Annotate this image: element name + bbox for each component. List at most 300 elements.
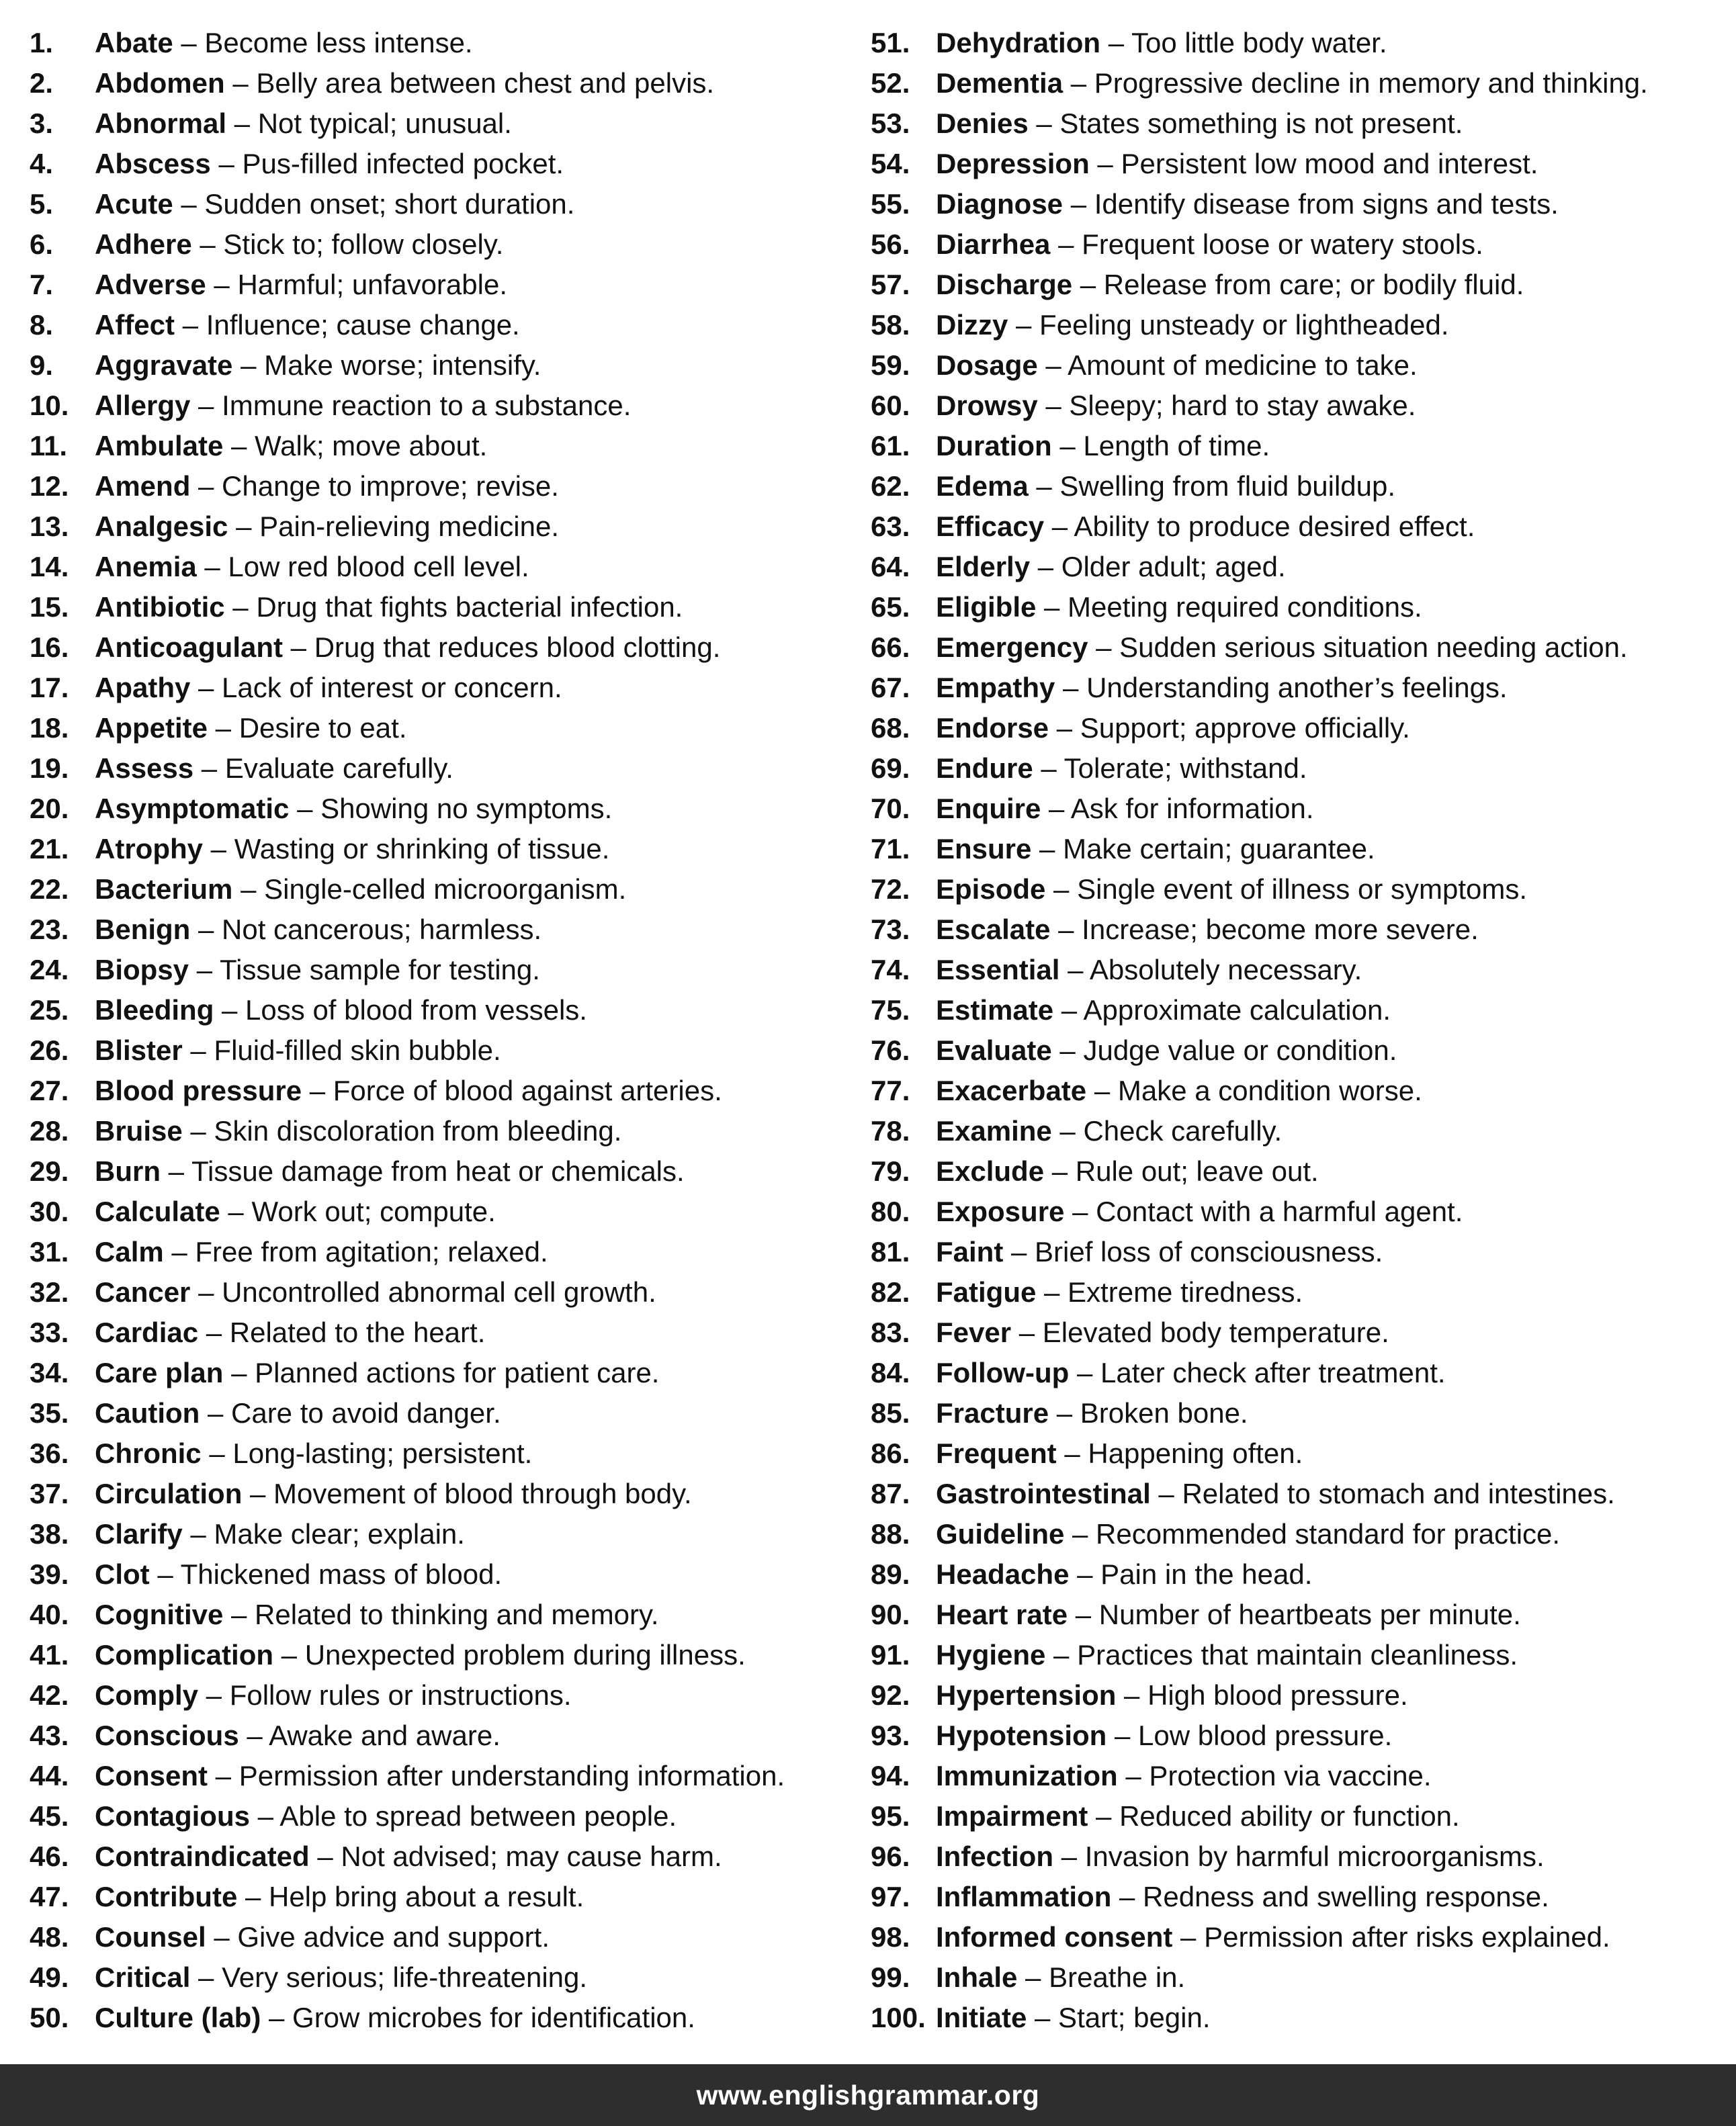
entry-term: Heart rate — [936, 1599, 1068, 1630]
entry-definition: – Not cancerous; harmless. — [190, 914, 542, 945]
entry-term: Immunization — [936, 1760, 1118, 1791]
entry-number: 34. — [30, 1357, 69, 1388]
vocab-entry — [871, 1514, 1731, 1554]
vocab-entry — [871, 1030, 1731, 1071]
entry-definition: – Support; approve officially. — [1049, 712, 1410, 744]
entry-definition: – Breathe in. — [1017, 1961, 1186, 1993]
entry-number: 62. — [871, 470, 910, 502]
entry-definition: – Broken bone. — [1049, 1397, 1248, 1429]
vocab-entry — [30, 1232, 856, 1272]
entry-number: 47. — [30, 1881, 69, 1912]
entry-number: 1. — [30, 27, 54, 58]
entry-definition: – Low blood pressure. — [1106, 1720, 1393, 1751]
entry-term: Apathy — [95, 672, 191, 703]
entry-term: Contraindicated — [95, 1841, 310, 1872]
entry-number: 90. — [871, 1599, 910, 1630]
entry-number: 15. — [30, 591, 69, 623]
vocab-entry — [871, 63, 1731, 103]
entry-term: Circulation — [95, 1478, 243, 1509]
entry-number: 6. — [30, 228, 54, 260]
entry-definition: – Older adult; aged. — [1030, 551, 1286, 582]
entry-definition: – Single event of illness or symptoms. — [1045, 873, 1528, 905]
vocab-entry — [871, 1836, 1731, 1877]
entry-number: 79. — [871, 1155, 910, 1187]
entry-number: 27. — [30, 1075, 69, 1106]
entry-number: 63. — [871, 511, 910, 542]
entry-term: Episode — [936, 873, 1046, 905]
vocab-entry — [871, 103, 1731, 144]
entry-number: 73. — [871, 914, 910, 945]
entry-number: 24. — [30, 954, 69, 985]
entry-number: 20. — [30, 793, 69, 824]
entry-definition: – Contact with a harmful agent. — [1064, 1196, 1463, 1227]
entry-term: Inflammation — [936, 1881, 1112, 1912]
entry-term: Dehydration — [936, 27, 1101, 58]
entry-definition: – Invasion by harmful microorganisms. — [1053, 1841, 1545, 1872]
entry-number: 3. — [30, 107, 54, 139]
entry-number: 10. — [30, 390, 69, 421]
vocab-entry — [871, 829, 1731, 869]
entry-definition: – Release from care; or bodily fluid. — [1072, 269, 1524, 300]
entry-number: 49. — [30, 1961, 69, 1993]
entry-term: Headache — [936, 1558, 1070, 1590]
vocab-entry — [30, 1030, 856, 1071]
vocab-entry — [30, 627, 856, 668]
entry-term: Abscess — [95, 148, 211, 179]
entry-number: 28. — [30, 1115, 69, 1147]
entry-definition: – Check carefully. — [1051, 1115, 1283, 1147]
entry-term: Counsel — [95, 1921, 206, 1953]
vocab-entry — [30, 990, 856, 1030]
vocab-entry — [871, 950, 1731, 990]
entry-definition: – Desire to eat. — [208, 712, 407, 744]
entry-term: Consent — [95, 1760, 208, 1791]
vocab-entry — [30, 1111, 856, 1151]
entry-number: 39. — [30, 1558, 69, 1590]
vocab-entry — [30, 789, 856, 829]
entry-term: Faint — [936, 1236, 1004, 1268]
entry-term: Analgesic — [95, 511, 228, 542]
vocab-entry — [871, 1635, 1731, 1675]
entry-definition: – Redness and swelling response. — [1111, 1881, 1549, 1912]
vocabulary-column-right — [871, 23, 1731, 2038]
entry-number: 93. — [871, 1720, 910, 1751]
entry-number: 86. — [871, 1437, 910, 1469]
entry-number: 65. — [871, 591, 910, 623]
vocab-entry — [871, 305, 1731, 345]
vocab-entry — [871, 386, 1731, 426]
vocab-entry — [30, 708, 856, 748]
entry-definition: – Showing no symptoms. — [289, 793, 613, 824]
entry-definition: – Sleepy; hard to stay awake. — [1037, 390, 1416, 421]
entry-term: Asymptomatic — [95, 793, 290, 824]
vocab-entry — [871, 1353, 1731, 1393]
entry-definition: – Influence; cause change. — [175, 309, 520, 341]
entry-definition: – Start; begin. — [1027, 2002, 1211, 2033]
entry-number: 72. — [871, 873, 910, 905]
entry-number: 76. — [871, 1034, 910, 1066]
vocab-entry — [30, 265, 856, 305]
vocab-entry — [871, 224, 1731, 265]
entry-term: Fever — [936, 1317, 1012, 1348]
entry-definition: – Tolerate; withstand. — [1033, 752, 1307, 784]
entry-term: Denies — [936, 107, 1029, 139]
entry-number: 7. — [30, 269, 54, 300]
entry-number: 14. — [30, 551, 69, 582]
entry-term: Exclude — [936, 1155, 1045, 1187]
entry-definition: – High blood pressure. — [1116, 1679, 1408, 1711]
entry-number: 68. — [871, 712, 910, 744]
entry-definition: – Wasting or shrinking of tissue. — [203, 833, 610, 865]
entry-term: Adhere — [95, 228, 192, 260]
vocab-entry — [871, 1716, 1731, 1756]
vocab-entry — [30, 1071, 856, 1111]
entry-term: Guideline — [936, 1518, 1065, 1550]
entry-definition: – Extreme tiredness. — [1036, 1276, 1303, 1308]
entry-definition: – Happening often. — [1056, 1437, 1303, 1469]
entry-number: 95. — [871, 1800, 910, 1832]
entry-term: Complication — [95, 1639, 274, 1671]
entry-definition: – Understanding another’s feelings. — [1055, 672, 1508, 703]
entry-definition: – Unexpected problem during illness. — [273, 1639, 746, 1671]
entry-definition: – Brief loss of consciousness. — [1003, 1236, 1383, 1268]
vocab-entry — [871, 345, 1731, 386]
entry-definition: – Judge value or condition. — [1051, 1034, 1397, 1066]
entry-definition: – Reduced ability or function. — [1088, 1800, 1460, 1832]
footer-url[interactable]: www.englishgrammar.org — [696, 2080, 1040, 2111]
entry-definition: – Follow rules or instructions. — [198, 1679, 572, 1711]
entry-term: Allergy — [95, 390, 191, 421]
entry-term: Cancer — [95, 1276, 191, 1308]
entry-number: 88. — [871, 1518, 910, 1550]
entry-definition: – Very serious; life-threatening. — [190, 1961, 588, 1993]
entry-definition: – Fluid-filled skin bubble. — [182, 1034, 501, 1066]
vocab-entry — [871, 1433, 1731, 1474]
entry-number: 2. — [30, 67, 54, 99]
entry-number: 30. — [30, 1196, 69, 1227]
vocab-entry — [871, 627, 1731, 668]
vocab-entry — [30, 547, 856, 587]
entry-definition: – Sudden serious situation needing action. — [1088, 631, 1628, 663]
vocab-entry — [30, 1433, 856, 1474]
entry-number: 71. — [871, 833, 910, 865]
entry-number: 8. — [30, 309, 54, 341]
entry-definition: – Become less intense. — [173, 27, 473, 58]
entry-definition: – Immune reaction to a substance. — [190, 390, 632, 421]
entry-number: 42. — [30, 1679, 69, 1711]
entry-term: Atrophy — [95, 833, 203, 865]
entry-number: 40. — [30, 1599, 69, 1630]
entry-number: 74. — [871, 954, 910, 985]
entry-number: 46. — [30, 1841, 69, 1872]
entry-number: 52. — [871, 67, 910, 99]
entry-definition: – Stick to; follow closely. — [191, 228, 504, 260]
entry-term: Contagious — [95, 1800, 250, 1832]
vocab-entry — [871, 910, 1731, 950]
vocab-entry — [871, 587, 1731, 627]
vocab-entry — [871, 1796, 1731, 1836]
entry-term: Blood pressure — [95, 1075, 302, 1106]
entry-number: 92. — [871, 1679, 910, 1711]
entry-number: 84. — [871, 1357, 910, 1388]
vocab-entry — [871, 748, 1731, 789]
vocab-entry — [871, 708, 1731, 748]
entry-term: Aggravate — [95, 349, 233, 381]
entry-number: 23. — [30, 914, 69, 945]
entry-definition: – Ask for information. — [1041, 793, 1314, 824]
vocab-entry — [871, 1272, 1731, 1313]
entry-definition: – Amount of medicine to take. — [1037, 349, 1418, 381]
entry-term: Hypertension — [936, 1679, 1117, 1711]
entry-number: 87. — [871, 1478, 910, 1509]
vocab-entry — [30, 1272, 856, 1313]
vocab-entry — [871, 668, 1731, 708]
entry-definition: – Not advised; may cause harm. — [309, 1841, 722, 1872]
entry-term: Inhale — [936, 1961, 1018, 1993]
vocab-entry — [871, 1151, 1731, 1192]
entry-number: 60. — [871, 390, 910, 421]
vocab-entry — [871, 1071, 1731, 1111]
entry-term: Fracture — [936, 1397, 1049, 1429]
entry-number: 67. — [871, 672, 910, 703]
entry-term: Cognitive — [95, 1599, 224, 1630]
entry-term: Bruise — [95, 1115, 183, 1147]
entry-number: 83. — [871, 1317, 910, 1348]
entry-definition: – Awake and aware. — [238, 1720, 501, 1751]
entry-definition: – Not typical; unusual. — [226, 107, 512, 139]
entry-definition: – Make worse; intensify. — [232, 349, 541, 381]
entry-definition: – Frequent loose or watery stools. — [1050, 228, 1483, 260]
entry-definition: – Permission after understanding information. — [208, 1760, 785, 1791]
entry-term: Depression — [936, 148, 1090, 179]
entry-definition: – Rule out; leave out. — [1044, 1155, 1319, 1187]
entry-definition: – States something is not present. — [1028, 107, 1463, 139]
entry-term: Eligible — [936, 591, 1037, 623]
entry-number: 11. — [30, 430, 68, 461]
entry-definition: – Walk; move about. — [223, 430, 488, 461]
entry-term: Impairment — [936, 1800, 1088, 1832]
entry-term: Ensure — [936, 833, 1032, 865]
entry-definition: – Related to thinking and memory. — [223, 1599, 659, 1630]
entry-term: Hygiene — [936, 1639, 1046, 1671]
vocab-entry — [871, 1474, 1731, 1514]
entry-term: Emergency — [936, 631, 1088, 663]
vocab-entry — [871, 426, 1731, 466]
vocab-entry — [30, 506, 856, 547]
vocab-entry — [30, 1474, 856, 1514]
entry-number: 59. — [871, 349, 910, 381]
entry-number: 26. — [30, 1034, 69, 1066]
entry-number: 61. — [871, 430, 910, 461]
vocab-entry — [30, 23, 856, 63]
entry-number: 94. — [871, 1760, 910, 1791]
vocab-entry — [30, 224, 856, 265]
entry-number: 35. — [30, 1397, 69, 1429]
entry-number: 13. — [30, 511, 69, 542]
entry-term: Exposure — [936, 1196, 1065, 1227]
entry-term: Contribute — [95, 1881, 238, 1912]
entry-term: Dementia — [936, 67, 1064, 99]
entry-definition: – Protection via vaccine. — [1117, 1760, 1432, 1791]
entry-definition: – Skin discoloration from bleeding. — [182, 1115, 622, 1147]
entry-number: 12. — [30, 470, 69, 502]
entry-number: 99. — [871, 1961, 910, 1993]
entry-definition: – Absolutely necessary. — [1059, 954, 1362, 985]
entry-number: 69. — [871, 752, 910, 784]
entry-number: 77. — [871, 1075, 910, 1106]
entry-number: 31. — [30, 1236, 69, 1268]
entry-definition: – Ability to produce desired effect. — [1044, 511, 1475, 542]
entry-term: Anticoagulant — [95, 631, 283, 663]
entry-term: Frequent — [936, 1437, 1057, 1469]
entry-number: 66. — [871, 631, 910, 663]
entry-term: Affect — [95, 309, 175, 341]
entry-definition: – Swelling from fluid buildup. — [1028, 470, 1396, 502]
entry-definition: – Drug that reduces blood clotting. — [283, 631, 721, 663]
entry-definition: – Work out; compute. — [220, 1196, 496, 1227]
vocab-entry — [30, 63, 856, 103]
vocab-entry — [30, 466, 856, 506]
vocab-entry — [30, 1796, 856, 1836]
vocab-entry — [871, 789, 1731, 829]
entry-definition: – Number of heartbeats per minute. — [1068, 1599, 1521, 1630]
entry-definition: – Feeling unsteady or lightheaded. — [1008, 309, 1449, 341]
vocab-entry — [871, 990, 1731, 1030]
entry-term: Enquire — [936, 793, 1041, 824]
vocab-entry — [30, 1716, 856, 1756]
vocab-entry — [30, 1998, 856, 2038]
entry-definition: – Force of blood against arteries. — [302, 1075, 722, 1106]
entry-term: Clarify — [95, 1518, 183, 1550]
entry-definition: – Uncontrolled abnormal cell growth. — [190, 1276, 656, 1308]
entry-number: 17. — [30, 672, 69, 703]
vocab-entry — [30, 1595, 856, 1635]
entry-definition: – Related to stomach and intestines. — [1150, 1478, 1615, 1509]
entry-term: Appetite — [95, 712, 208, 744]
entry-definition: – Lack of interest or concern. — [190, 672, 562, 703]
entry-term: Fatigue — [936, 1276, 1037, 1308]
entry-number: 51. — [871, 27, 910, 58]
entry-term: Amend — [95, 470, 191, 502]
vocab-entry — [871, 144, 1731, 184]
vocab-entry — [30, 1313, 856, 1353]
entry-definition: – Recommended standard for practice. — [1064, 1518, 1561, 1550]
entry-term: Essential — [936, 954, 1060, 985]
entry-number: 45. — [30, 1800, 69, 1832]
entry-number: 97. — [871, 1881, 910, 1912]
vocab-entry — [871, 1877, 1731, 1917]
entry-definition: – Help bring about a result. — [237, 1881, 584, 1912]
entry-number: 91. — [871, 1639, 910, 1671]
entry-definition: – Loss of blood from vessels. — [214, 994, 587, 1026]
entry-term: Antibiotic — [95, 591, 225, 623]
vocab-entry — [30, 1151, 856, 1192]
entry-definition: – Related to the heart. — [198, 1317, 486, 1348]
entry-definition: – Elevated body temperature. — [1011, 1317, 1389, 1348]
entry-definition: – Thickened mass of blood. — [149, 1558, 503, 1590]
entry-number: 21. — [30, 833, 69, 865]
entry-term: Infection — [936, 1841, 1053, 1872]
entry-number: 5. — [30, 188, 54, 220]
entry-term: Adverse — [95, 269, 206, 300]
entry-definition: – Long-lasting; persistent. — [201, 1437, 533, 1469]
entry-term: Cardiac — [95, 1317, 199, 1348]
vocab-entry — [30, 1957, 856, 1998]
entry-number: 78. — [871, 1115, 910, 1147]
entry-definition: – Low red blood cell level. — [196, 551, 529, 582]
vocab-entry — [871, 265, 1731, 305]
entry-number: 89. — [871, 1558, 910, 1590]
vocab-entry — [30, 1675, 856, 1716]
entry-term: Dizzy — [936, 309, 1008, 341]
vocab-entry — [871, 1957, 1731, 1998]
entry-number: 36. — [30, 1437, 69, 1469]
entry-term: Burn — [95, 1155, 161, 1187]
entry-term: Discharge — [936, 269, 1073, 300]
entry-term: Caution — [95, 1397, 200, 1429]
vocabulary-column-left — [30, 23, 856, 2038]
entry-definition: – Too little body water. — [1100, 27, 1387, 58]
vocab-entry — [871, 1675, 1731, 1716]
entry-term: Estimate — [936, 994, 1054, 1026]
entry-term: Conscious — [95, 1720, 239, 1751]
entry-number: 41. — [30, 1639, 69, 1671]
entry-number: 100. — [871, 2002, 926, 2033]
vocab-entry — [30, 1353, 856, 1393]
entry-definition: – Pain in the head. — [1069, 1558, 1313, 1590]
vocab-entry — [871, 184, 1731, 224]
entry-term: Culture (lab) — [95, 2002, 261, 2033]
vocab-entry — [30, 587, 856, 627]
entry-definition: – Movement of blood through body. — [242, 1478, 692, 1509]
vocab-entry — [871, 23, 1731, 63]
entry-number: 44. — [30, 1760, 69, 1791]
entry-number: 22. — [30, 873, 69, 905]
entry-number: 48. — [30, 1921, 69, 1953]
entry-term: Edema — [936, 470, 1029, 502]
vocab-entry — [871, 1554, 1731, 1595]
entry-number: 4. — [30, 148, 54, 179]
entry-term: Care plan — [95, 1357, 224, 1388]
entry-definition: – Give advice and support. — [206, 1921, 550, 1953]
entry-definition: – Evaluate carefully. — [193, 752, 453, 784]
entry-number: 81. — [871, 1236, 910, 1268]
vocab-entry — [871, 466, 1731, 506]
vocab-entry — [30, 1756, 856, 1796]
entry-number: 55. — [871, 188, 910, 220]
entry-term: Biopsy — [95, 954, 189, 985]
vocab-entry — [30, 1836, 856, 1877]
entry-number: 54. — [871, 148, 910, 179]
vocab-entry — [871, 1756, 1731, 1796]
vocab-entry — [30, 386, 856, 426]
vocab-entry — [871, 1393, 1731, 1433]
entry-term: Dosage — [936, 349, 1038, 381]
vocab-entry — [30, 1514, 856, 1554]
entry-definition: – Meeting required conditions. — [1036, 591, 1422, 623]
entry-number: 58. — [871, 309, 910, 341]
entry-term: Follow-up — [936, 1357, 1070, 1388]
entry-term: Benign — [95, 914, 191, 945]
vocab-entry — [30, 910, 856, 950]
vocab-entry — [871, 1917, 1731, 1957]
entry-term: Initiate — [936, 2002, 1027, 2033]
entry-number: 32. — [30, 1276, 69, 1308]
vocab-entry — [30, 426, 856, 466]
entry-term: Calm — [95, 1236, 164, 1268]
entry-term: Escalate — [936, 914, 1051, 945]
entry-term: Drowsy — [936, 390, 1038, 421]
